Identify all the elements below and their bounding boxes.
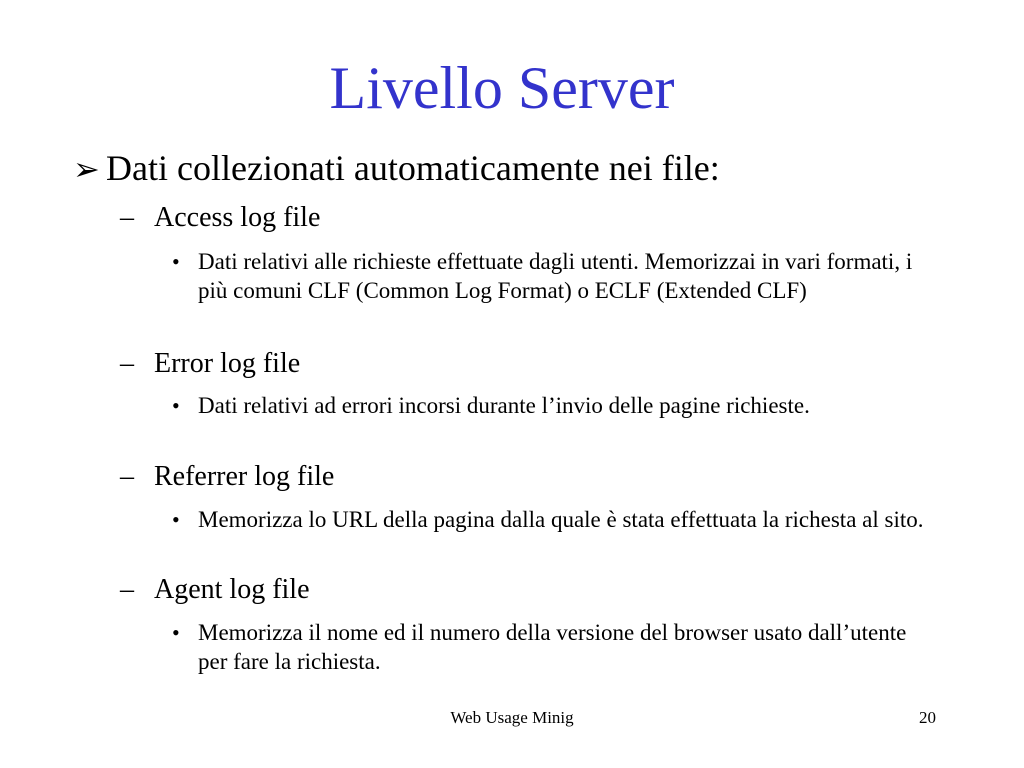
dash-bullet-icon: –	[120, 574, 134, 605]
sub-item-label: Agent log file	[154, 574, 310, 605]
detail-text: Memorizza lo URL della pagina dalla quale è stata effettuata la richesta al sito.	[198, 507, 924, 532]
sub-item-label: Access log file	[154, 202, 321, 233]
sub-item-label: Referrer log file	[154, 461, 335, 492]
page-number: 20	[919, 708, 936, 727]
dot-bullet-icon: •	[172, 507, 180, 532]
detail-text: Dati relativi alle richieste effettuate dagli utenti. Memorizzai in vari formati, i più comuni CLF (Common Log Format) o ECLF (Extended CLF)	[198, 249, 913, 303]
detail-text: Memorizza il nome ed il numero della versione del browser usato dall’utente per fare la richiesta.	[198, 620, 907, 674]
detail-access-log	[172, 247, 932, 305]
arrow-bullet-icon: ➢	[73, 150, 100, 188]
dot-bullet-icon: •	[172, 620, 180, 645]
dash-bullet-icon: –	[120, 461, 134, 492]
sub-item-agent-log	[120, 573, 310, 607]
dash-bullet-icon: –	[120, 202, 134, 233]
dash-bullet-icon: –	[120, 348, 134, 379]
detail-text: Dati relativi ad errori incorsi durante l’invio delle pagine richieste.	[198, 393, 810, 418]
sub-item-label: Error log file	[154, 348, 301, 379]
sub-item-referrer-log	[120, 460, 334, 494]
slide-title: Livello Server	[329, 55, 675, 121]
main-bullet-text: Dati collezionati automaticamente nei file:	[106, 148, 720, 188]
footer-title: Web Usage Minig	[450, 708, 574, 727]
main-bullet	[73, 146, 720, 191]
sub-item-error-log	[120, 347, 300, 381]
dot-bullet-icon: •	[172, 249, 180, 274]
detail-agent-log	[172, 618, 932, 676]
detail-referrer-log	[172, 505, 932, 534]
detail-error-log	[172, 391, 932, 420]
sub-item-access-log	[120, 201, 320, 235]
dot-bullet-icon: •	[172, 393, 180, 418]
